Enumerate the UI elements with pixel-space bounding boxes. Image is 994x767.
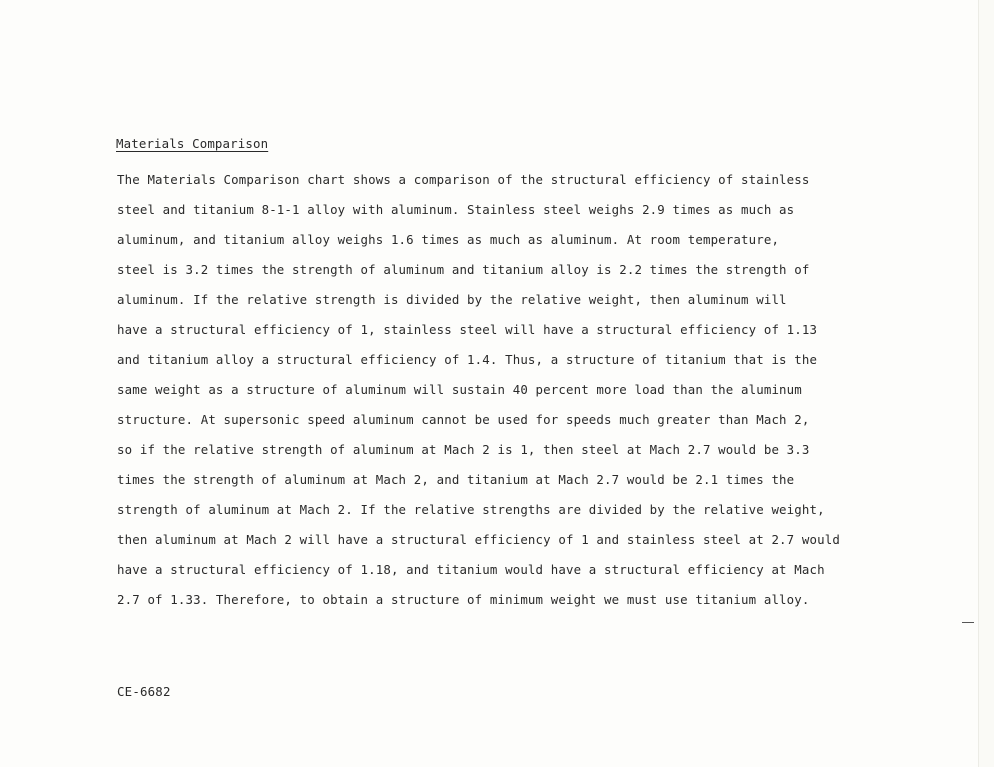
paragraph-line: so if the relative strength of aluminum at Mach 2 is 1, then steel at Mach 2.7 would be 3.3 — [117, 442, 810, 457]
paragraph-line: have a structural efficiency of 1, stainless steel will have a structural efficiency of 1.13 — [117, 322, 818, 337]
paragraph-line: same weight as a structure of aluminum will sustain 40 percent more load than the aluminum — [117, 382, 802, 397]
paragraph-line: then aluminum at Mach 2 will have a structural efficiency of 1 and stainless steel at 2.7 would — [117, 532, 840, 547]
paragraph-line: times the strength of aluminum at Mach 2, and titanium at Mach 2.7 would be 2.1 times the — [117, 472, 795, 487]
paragraph-line: steel and titanium 8-1-1 alloy with aluminum. Stainless steel weighs 2.9 times as much as — [117, 202, 795, 217]
document-code: CE-6682 — [117, 684, 171, 699]
paragraph-line: strength of aluminum at Mach 2. If the relative strengths are divided by the relative weight, — [117, 502, 825, 517]
body-paragraph — [117, 170, 840, 620]
edge-tick-mark — [962, 622, 974, 623]
paragraph-line: steel is 3.2 times the strength of aluminum and titanium alloy is 2.2 times the strength of — [117, 262, 810, 277]
paragraph-line: aluminum. If the relative strength is divided by the relative weight, then aluminum will — [117, 292, 787, 307]
paragraph-line: The Materials Comparison chart shows a comparison of the structural efficiency of stainless — [117, 172, 810, 187]
page-edge — [978, 0, 994, 767]
paragraph-line: and titanium alloy a structural efficiency of 1.4. Thus, a structure of titanium that is the — [117, 352, 818, 367]
paragraph-line: structure. At supersonic speed aluminum cannot be used for speeds much greater than Mach 2, — [117, 412, 810, 427]
paragraph-line: 2.7 of 1.33. Therefore, to obtain a structure of minimum weight we must use titanium alloy. — [117, 592, 810, 607]
paragraph-line: have a structural efficiency of 1.18, and titanium would have a structural efficiency at Mach — [117, 562, 825, 577]
document-title: Materials Comparison — [116, 136, 269, 151]
paragraph-line: aluminum, and titanium alloy weighs 1.6 times as much as aluminum. At room temperature, — [117, 232, 780, 247]
